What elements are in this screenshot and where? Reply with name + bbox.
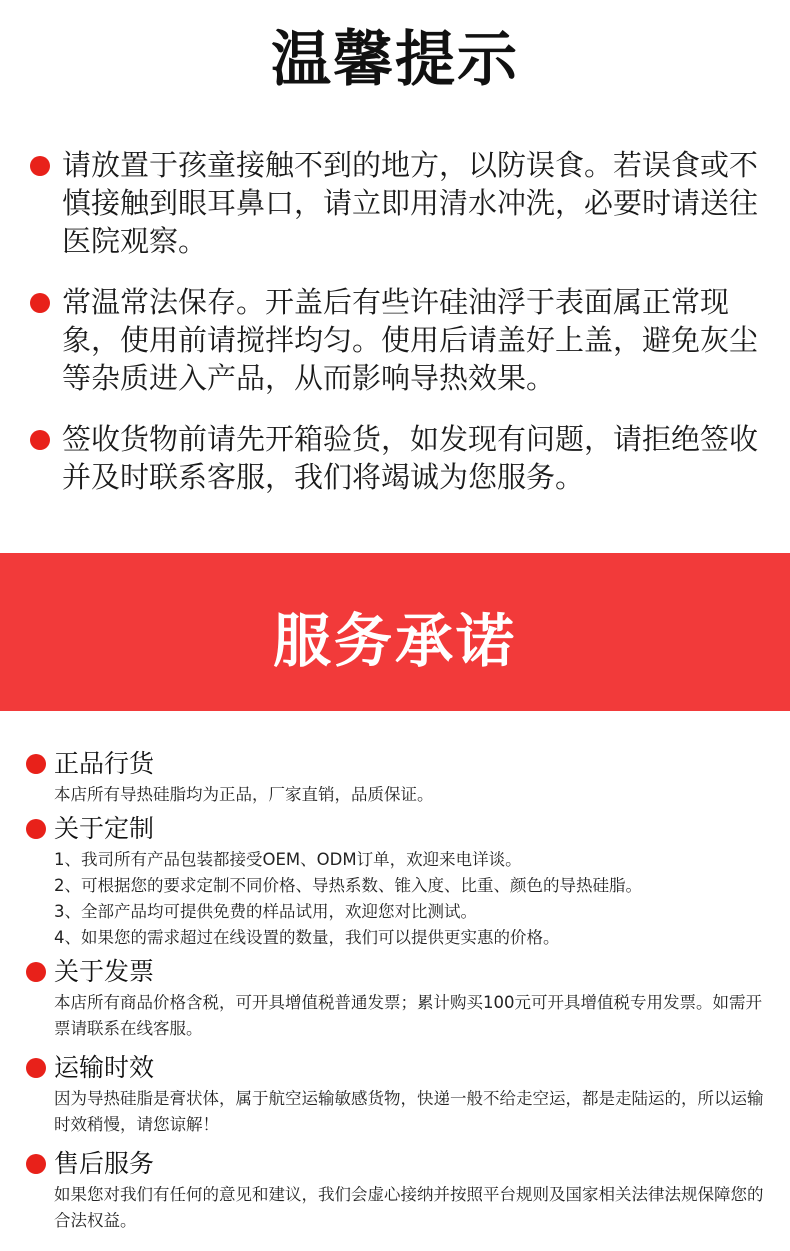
section-body bbox=[54, 847, 766, 951]
section-heading: 关于发票 bbox=[54, 957, 155, 986]
service-section-invoice bbox=[26, 956, 766, 1042]
bullet-dot-icon bbox=[30, 156, 50, 176]
tip-text: 签收货物前请先开箱验货，如发现有问题，请拒绝签收并及时联系客服，我们将竭诚为您服务。 bbox=[62, 422, 759, 494]
section-line: 如果您对我们有任何的意见和建议，我们会虚心接纳并按照平台规则及国家相关法律法规保障您的合法权益。 bbox=[54, 1185, 764, 1230]
bullet-dot-icon bbox=[26, 754, 46, 774]
section-line: 2、可根据您的要求定制不同价格、导热系数、锥入度、比重、颜色的导热硅脂。 bbox=[54, 876, 642, 895]
section-body bbox=[54, 1086, 766, 1138]
service-title: 服务承诺 bbox=[272, 607, 517, 675]
section-heading: 售后服务 bbox=[54, 1149, 155, 1178]
section-heading: 正品行货 bbox=[54, 749, 155, 778]
bullet-dot-icon bbox=[26, 1154, 46, 1174]
tip-item bbox=[30, 146, 760, 260]
section-heading: 关于定制 bbox=[54, 814, 155, 843]
section-body bbox=[54, 1182, 766, 1234]
bullet-dot-icon bbox=[26, 962, 46, 982]
section-line: 因为导热硅脂是膏状体，属于航空运输敏感货物，快递一般不给走空运，都是走陆运的，所以运输时效稍慢，请您谅解！ bbox=[54, 1089, 764, 1134]
service-section-shipping bbox=[26, 1052, 766, 1138]
tip-item bbox=[30, 283, 760, 397]
tip-text: 常温常法保存。开盖后有些许硅油浮于表面属正常现象，使用前请搅拌均匀。使用后请盖好上盖，避免灰尘等杂质进入产品，从而影响导热效果。 bbox=[62, 285, 759, 395]
bullet-dot-icon bbox=[30, 430, 50, 450]
tip-text: 请放置于孩童接触不到的地方，以防误食。若误食或不慎接触到眼耳鼻口，请立即用清水冲洗，必要时请送往医院观察。 bbox=[62, 148, 759, 258]
section-line: 本店所有导热硅脂均为正品，厂家直销，品质保证。 bbox=[54, 785, 434, 804]
tip-item bbox=[30, 420, 760, 496]
bullet-dot-icon bbox=[30, 293, 50, 313]
section-line: 4、如果您的需求超过在线设置的数量，我们可以提供更实惠的价格。 bbox=[54, 928, 560, 947]
section-line: 1、我司所有产品包装都接受OEM、ODM订单，欢迎来电详谈。 bbox=[54, 850, 522, 869]
section-body bbox=[54, 990, 766, 1042]
bullet-dot-icon bbox=[26, 1058, 46, 1078]
bullet-dot-icon bbox=[26, 819, 46, 839]
service-section-customization bbox=[26, 813, 766, 951]
section-line: 本店所有商品价格含税，可开具增值税普通发票；累计购买100元可开具增值税专用发票。如需开票请联系在线客服。 bbox=[54, 993, 762, 1038]
tips-title: 温馨提示 bbox=[271, 25, 519, 95]
section-body bbox=[54, 782, 766, 808]
section-line: 3、全部产品均可提供免费的样品试用，欢迎您对比测试。 bbox=[54, 902, 477, 921]
service-section-genuine bbox=[26, 748, 766, 808]
section-heading: 运输时效 bbox=[54, 1053, 155, 1082]
service-section-after-sales bbox=[26, 1148, 766, 1234]
service-banner bbox=[0, 553, 790, 711]
